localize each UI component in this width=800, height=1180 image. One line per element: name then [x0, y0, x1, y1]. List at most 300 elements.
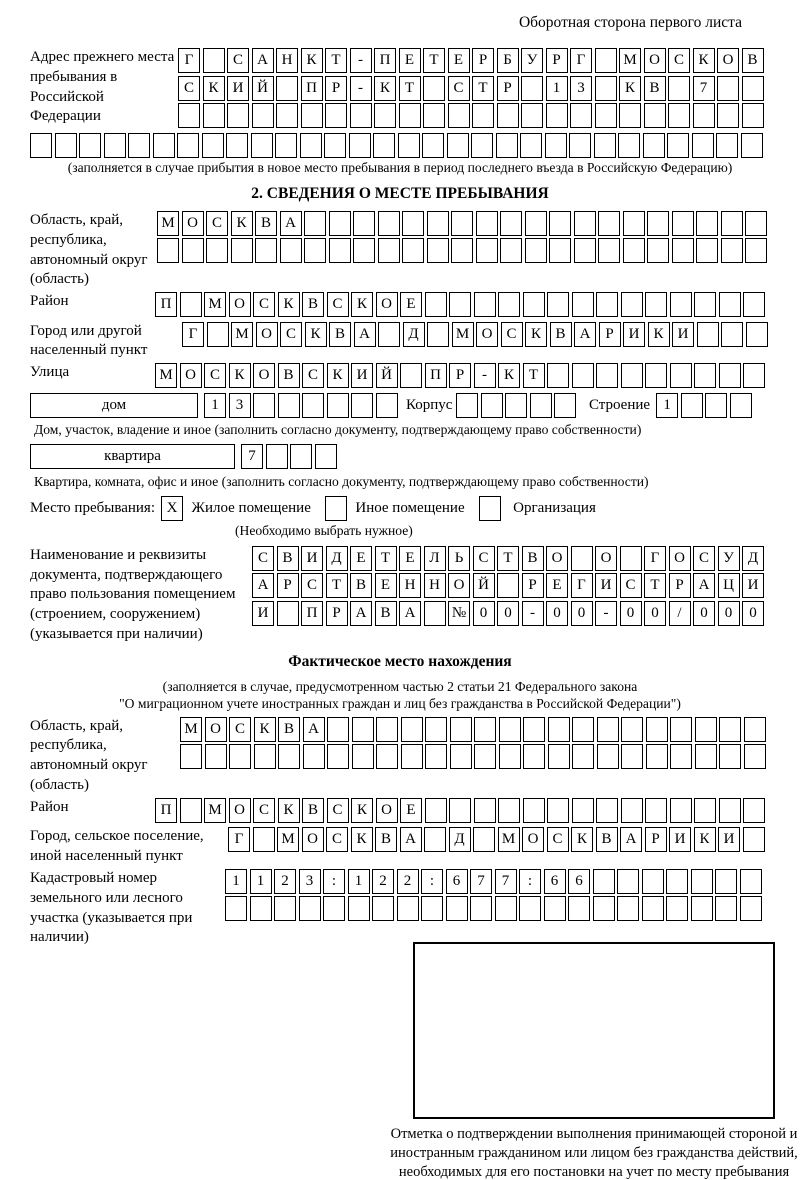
char-cell[interactable] — [497, 103, 519, 128]
char-cell[interactable] — [594, 133, 616, 158]
char-cell[interactable] — [351, 393, 373, 418]
char-cell[interactable] — [178, 103, 200, 128]
region-line1-field[interactable] — [157, 211, 770, 236]
char-cell[interactable] — [745, 238, 767, 263]
char-cell[interactable]: Р — [599, 322, 621, 347]
char-cell[interactable] — [623, 238, 645, 263]
char-cell[interactable]: 2 — [274, 869, 296, 894]
char-cell[interactable]: 0 — [620, 601, 642, 626]
char-cell[interactable]: М — [452, 322, 474, 347]
char-cell[interactable] — [350, 103, 372, 128]
char-cell[interactable] — [481, 393, 503, 418]
char-cell[interactable]: С — [252, 546, 274, 571]
char-cell[interactable]: 1 — [225, 869, 247, 894]
char-cell[interactable] — [743, 363, 765, 388]
char-cell[interactable]: К — [648, 322, 670, 347]
char-cell[interactable]: : — [519, 869, 541, 894]
char-cell[interactable] — [621, 363, 643, 388]
char-cell[interactable] — [645, 363, 667, 388]
char-cell[interactable]: Т — [644, 573, 666, 598]
char-cell[interactable] — [642, 896, 664, 921]
char-cell[interactable] — [479, 496, 501, 521]
char-cell[interactable] — [499, 717, 521, 742]
char-cell[interactable]: А — [303, 717, 325, 742]
char-cell[interactable]: М — [180, 717, 202, 742]
char-cell[interactable] — [695, 717, 717, 742]
char-cell[interactable] — [203, 48, 225, 73]
char-cell[interactable] — [353, 211, 375, 236]
char-cell[interactable] — [348, 896, 370, 921]
char-cell[interactable]: С — [206, 211, 228, 236]
char-cell[interactable] — [743, 827, 765, 852]
char-cell[interactable]: В — [278, 717, 300, 742]
char-cell[interactable]: 7 — [495, 869, 517, 894]
char-cell[interactable]: К — [301, 48, 323, 73]
char-cell[interactable] — [425, 292, 447, 317]
char-cell[interactable] — [498, 292, 520, 317]
char-cell[interactable] — [740, 869, 762, 894]
char-cell[interactable] — [472, 103, 494, 128]
char-cell[interactable]: 0 — [718, 601, 740, 626]
char-cell[interactable]: Т — [472, 76, 494, 101]
char-cell[interactable] — [645, 798, 667, 823]
char-cell[interactable] — [696, 238, 718, 263]
char-cell[interactable] — [251, 133, 273, 158]
char-cell[interactable]: Т — [326, 573, 348, 598]
char-cell[interactable] — [397, 896, 419, 921]
char-cell[interactable] — [523, 292, 545, 317]
char-cell[interactable]: И — [742, 573, 764, 598]
char-cell[interactable]: С — [501, 322, 523, 347]
char-cell[interactable]: 7 — [693, 76, 715, 101]
char-cell[interactable]: В — [350, 573, 372, 598]
char-cell[interactable] — [742, 103, 764, 128]
char-cell[interactable] — [229, 744, 251, 769]
char-cell[interactable] — [694, 363, 716, 388]
char-cell[interactable]: К — [305, 322, 327, 347]
char-cell[interactable] — [621, 798, 643, 823]
char-cell[interactable] — [423, 76, 445, 101]
char-cell[interactable] — [597, 717, 619, 742]
char-cell[interactable] — [670, 798, 692, 823]
char-cell[interactable] — [681, 393, 703, 418]
region-line2-field[interactable] — [157, 238, 770, 263]
char-cell[interactable]: - — [350, 48, 372, 73]
prev-address-line2-field[interactable] — [178, 76, 766, 101]
char-cell[interactable] — [646, 717, 668, 742]
char-cell[interactable] — [399, 103, 421, 128]
char-cell[interactable]: И — [595, 573, 617, 598]
cadastral-line2-field[interactable] — [225, 896, 764, 921]
char-cell[interactable] — [495, 896, 517, 921]
char-cell[interactable]: П — [155, 292, 177, 317]
char-cell[interactable] — [203, 103, 225, 128]
char-cell[interactable]: К — [351, 292, 373, 317]
char-cell[interactable]: М — [277, 827, 299, 852]
char-cell[interactable] — [427, 238, 449, 263]
char-cell[interactable] — [180, 744, 202, 769]
char-cell[interactable]: - — [350, 76, 372, 101]
char-cell[interactable] — [451, 211, 473, 236]
char-cell[interactable] — [505, 393, 527, 418]
char-cell[interactable]: О — [717, 48, 739, 73]
char-cell[interactable]: С — [448, 76, 470, 101]
char-cell[interactable]: Е — [448, 48, 470, 73]
char-cell[interactable]: Е — [350, 546, 372, 571]
char-cell[interactable] — [202, 133, 224, 158]
char-cell[interactable] — [548, 717, 570, 742]
char-cell[interactable]: Т — [423, 48, 445, 73]
char-cell[interactable]: 2 — [372, 869, 394, 894]
char-cell[interactable]: Р — [497, 76, 519, 101]
char-cell[interactable]: С — [668, 48, 690, 73]
char-cell[interactable]: А — [693, 573, 715, 598]
char-cell[interactable] — [668, 103, 690, 128]
char-cell[interactable] — [255, 238, 277, 263]
char-cell[interactable] — [717, 76, 739, 101]
char-cell[interactable]: В — [329, 322, 351, 347]
char-cell[interactable] — [716, 133, 738, 158]
char-cell[interactable]: У — [718, 546, 740, 571]
char-cell[interactable]: В — [375, 827, 397, 852]
char-cell[interactable] — [376, 717, 398, 742]
char-cell[interactable] — [378, 211, 400, 236]
char-cell[interactable] — [617, 896, 639, 921]
char-cell[interactable] — [231, 238, 253, 263]
actual-region-line2-field[interactable] — [180, 744, 768, 769]
char-cell[interactable]: Д — [449, 827, 471, 852]
char-cell[interactable]: 0 — [571, 601, 593, 626]
char-cell[interactable]: 1 — [546, 76, 568, 101]
char-cell[interactable] — [741, 133, 763, 158]
char-cell[interactable]: П — [301, 76, 323, 101]
char-cell[interactable]: О — [669, 546, 691, 571]
char-cell[interactable] — [79, 133, 101, 158]
house-number-field[interactable] — [204, 393, 400, 418]
char-cell[interactable] — [421, 896, 443, 921]
char-cell[interactable] — [691, 869, 713, 894]
char-cell[interactable] — [574, 211, 596, 236]
char-cell[interactable]: К — [525, 322, 547, 347]
char-cell[interactable]: 3 — [299, 869, 321, 894]
char-cell[interactable] — [329, 211, 351, 236]
char-cell[interactable] — [645, 292, 667, 317]
char-cell[interactable] — [549, 211, 571, 236]
char-cell[interactable] — [424, 827, 446, 852]
char-cell[interactable] — [304, 211, 326, 236]
char-cell[interactable]: А — [252, 48, 274, 73]
title-document-line2-field[interactable] — [252, 573, 767, 598]
char-cell[interactable] — [595, 76, 617, 101]
char-cell[interactable] — [253, 393, 275, 418]
char-cell[interactable] — [327, 393, 349, 418]
char-cell[interactable] — [266, 444, 288, 469]
char-cell[interactable] — [497, 573, 519, 598]
char-cell[interactable]: П — [425, 363, 447, 388]
char-cell[interactable]: 0 — [644, 601, 666, 626]
char-cell[interactable] — [325, 103, 347, 128]
char-cell[interactable] — [523, 744, 545, 769]
char-cell[interactable] — [525, 238, 547, 263]
char-cell[interactable]: Т — [497, 546, 519, 571]
char-cell[interactable] — [596, 292, 618, 317]
char-cell[interactable] — [427, 211, 449, 236]
char-cell[interactable]: В — [302, 292, 324, 317]
char-cell[interactable] — [498, 798, 520, 823]
checkbox-organization[interactable] — [479, 496, 504, 521]
char-cell[interactable] — [500, 211, 522, 236]
actual-region-line1-field[interactable] — [180, 717, 768, 742]
char-cell[interactable]: Е — [399, 48, 421, 73]
char-cell[interactable]: К — [203, 76, 225, 101]
char-cell[interactable] — [299, 896, 321, 921]
char-cell[interactable]: 6 — [446, 869, 468, 894]
char-cell[interactable] — [401, 744, 423, 769]
char-cell[interactable] — [182, 238, 204, 263]
prev-address-line3-field[interactable] — [178, 103, 766, 128]
char-cell[interactable] — [721, 211, 743, 236]
char-cell[interactable] — [276, 103, 298, 128]
char-cell[interactable] — [376, 744, 398, 769]
char-cell[interactable]: 0 — [742, 601, 764, 626]
char-cell[interactable] — [476, 211, 498, 236]
char-cell[interactable]: И — [669, 827, 691, 852]
char-cell[interactable]: Е — [375, 573, 397, 598]
char-cell[interactable] — [425, 744, 447, 769]
char-cell[interactable]: П — [155, 798, 177, 823]
checkbox-residential[interactable] — [161, 496, 186, 521]
char-cell[interactable] — [666, 896, 688, 921]
char-cell[interactable] — [157, 238, 179, 263]
char-cell[interactable]: В — [302, 798, 324, 823]
char-cell[interactable]: В — [278, 363, 300, 388]
char-cell[interactable]: В — [644, 76, 666, 101]
district-field[interactable] — [155, 292, 768, 317]
char-cell[interactable] — [621, 292, 643, 317]
char-cell[interactable]: О — [302, 827, 324, 852]
char-cell[interactable]: В — [596, 827, 618, 852]
char-cell[interactable] — [225, 896, 247, 921]
char-cell[interactable] — [353, 238, 375, 263]
char-cell[interactable] — [572, 744, 594, 769]
char-cell[interactable] — [206, 238, 228, 263]
char-cell[interactable] — [547, 798, 569, 823]
char-cell[interactable] — [525, 211, 547, 236]
char-cell[interactable]: М — [619, 48, 641, 73]
char-cell[interactable] — [471, 133, 493, 158]
char-cell[interactable]: Д — [742, 546, 764, 571]
char-cell[interactable] — [520, 133, 542, 158]
char-cell[interactable]: - — [595, 601, 617, 626]
char-cell[interactable] — [593, 869, 615, 894]
char-cell[interactable] — [473, 827, 495, 852]
char-cell[interactable] — [226, 133, 248, 158]
char-cell[interactable]: К — [278, 292, 300, 317]
char-cell[interactable] — [352, 717, 374, 742]
char-cell[interactable] — [593, 896, 615, 921]
char-cell[interactable]: Л — [424, 546, 446, 571]
char-cell[interactable] — [554, 393, 576, 418]
char-cell[interactable] — [721, 322, 743, 347]
char-cell[interactable]: Е — [546, 573, 568, 598]
char-cell[interactable]: О — [376, 798, 398, 823]
char-cell[interactable] — [719, 292, 741, 317]
char-cell[interactable]: А — [280, 211, 302, 236]
char-cell[interactable] — [667, 133, 689, 158]
char-cell[interactable] — [619, 103, 641, 128]
char-cell[interactable]: 3 — [229, 393, 251, 418]
char-cell[interactable] — [499, 744, 521, 769]
char-cell[interactable] — [623, 211, 645, 236]
char-cell[interactable] — [595, 48, 617, 73]
char-cell[interactable] — [696, 211, 718, 236]
char-cell[interactable] — [595, 103, 617, 128]
char-cell[interactable]: К — [693, 48, 715, 73]
char-cell[interactable]: Р — [449, 363, 471, 388]
char-cell[interactable]: О — [376, 292, 398, 317]
char-cell[interactable]: С — [620, 573, 642, 598]
char-cell[interactable] — [104, 133, 126, 158]
prev-address-line1-field[interactable] — [178, 48, 766, 73]
char-cell[interactable] — [719, 363, 741, 388]
char-cell[interactable]: С — [327, 292, 349, 317]
char-cell[interactable]: М — [498, 827, 520, 852]
char-cell[interactable] — [519, 896, 541, 921]
prev-address-line4-field[interactable] — [30, 133, 770, 158]
char-cell[interactable]: С — [327, 798, 349, 823]
char-cell[interactable] — [280, 238, 302, 263]
char-cell[interactable]: Г — [644, 546, 666, 571]
char-cell[interactable]: 1 — [348, 869, 370, 894]
char-cell[interactable]: Е — [399, 546, 421, 571]
char-cell[interactable] — [424, 601, 446, 626]
char-cell[interactable] — [670, 292, 692, 317]
char-cell[interactable] — [691, 896, 713, 921]
char-cell[interactable] — [642, 869, 664, 894]
apartment-number-field[interactable] — [241, 444, 339, 469]
char-cell[interactable]: О — [229, 292, 251, 317]
char-cell[interactable]: А — [252, 573, 274, 598]
char-cell[interactable] — [315, 444, 337, 469]
char-cell[interactable] — [547, 363, 569, 388]
char-cell[interactable] — [378, 238, 400, 263]
char-cell[interactable] — [544, 896, 566, 921]
char-cell[interactable]: / — [669, 601, 691, 626]
char-cell[interactable] — [572, 717, 594, 742]
char-cell[interactable] — [743, 292, 765, 317]
char-cell[interactable] — [744, 744, 766, 769]
char-cell[interactable]: М — [204, 798, 226, 823]
char-cell[interactable] — [644, 103, 666, 128]
char-cell[interactable]: 2 — [397, 869, 419, 894]
char-cell[interactable]: С — [227, 48, 249, 73]
char-cell[interactable] — [719, 798, 741, 823]
char-cell[interactable] — [400, 363, 422, 388]
char-cell[interactable]: Р — [325, 76, 347, 101]
char-cell[interactable]: О — [522, 827, 544, 852]
char-cell[interactable]: М — [155, 363, 177, 388]
char-cell[interactable] — [670, 363, 692, 388]
char-cell[interactable] — [694, 798, 716, 823]
char-cell[interactable] — [715, 896, 737, 921]
char-cell[interactable] — [666, 869, 688, 894]
char-cell[interactable]: С — [301, 573, 323, 598]
char-cell[interactable] — [352, 744, 374, 769]
char-cell[interactable]: X — [161, 496, 183, 521]
char-cell[interactable] — [730, 393, 752, 418]
title-document-line3-field[interactable] — [252, 601, 767, 626]
title-document-line1-field[interactable] — [252, 546, 767, 571]
street-field[interactable] — [155, 363, 768, 388]
char-cell[interactable]: Й — [252, 76, 274, 101]
char-cell[interactable]: Т — [375, 546, 397, 571]
char-cell[interactable]: О — [546, 546, 568, 571]
char-cell[interactable] — [717, 103, 739, 128]
char-cell[interactable]: Р — [472, 48, 494, 73]
char-cell[interactable] — [423, 103, 445, 128]
char-cell[interactable] — [323, 896, 345, 921]
char-cell[interactable]: О — [229, 798, 251, 823]
char-cell[interactable] — [694, 292, 716, 317]
char-cell[interactable]: Г — [571, 573, 593, 598]
char-cell[interactable]: О — [476, 322, 498, 347]
char-cell[interactable] — [549, 238, 571, 263]
char-cell[interactable] — [451, 238, 473, 263]
char-cell[interactable]: Н — [276, 48, 298, 73]
char-cell[interactable] — [278, 393, 300, 418]
char-cell[interactable] — [398, 133, 420, 158]
char-cell[interactable] — [324, 133, 346, 158]
char-cell[interactable] — [422, 133, 444, 158]
char-cell[interactable] — [177, 133, 199, 158]
korpus-field[interactable] — [456, 393, 579, 418]
char-cell[interactable] — [621, 717, 643, 742]
char-cell[interactable] — [474, 798, 496, 823]
char-cell[interactable] — [376, 393, 398, 418]
char-cell[interactable]: Т — [399, 76, 421, 101]
char-cell[interactable]: Г — [228, 827, 250, 852]
char-cell[interactable]: Р — [645, 827, 667, 852]
char-cell[interactable] — [304, 238, 326, 263]
char-cell[interactable]: И — [623, 322, 645, 347]
char-cell[interactable] — [207, 322, 229, 347]
char-cell[interactable]: К — [231, 211, 253, 236]
char-cell[interactable] — [668, 76, 690, 101]
char-cell[interactable] — [276, 76, 298, 101]
char-cell[interactable]: Й — [376, 363, 398, 388]
char-cell[interactable] — [670, 717, 692, 742]
char-cell[interactable] — [456, 393, 478, 418]
char-cell[interactable]: В — [522, 546, 544, 571]
char-cell[interactable] — [30, 133, 52, 158]
char-cell[interactable]: - — [522, 601, 544, 626]
char-cell[interactable] — [128, 133, 150, 158]
char-cell[interactable]: О — [205, 717, 227, 742]
char-cell[interactable] — [569, 133, 591, 158]
char-cell[interactable] — [55, 133, 77, 158]
char-cell[interactable]: С — [473, 546, 495, 571]
char-cell[interactable] — [523, 798, 545, 823]
char-cell[interactable] — [548, 744, 570, 769]
char-cell[interactable] — [672, 211, 694, 236]
char-cell[interactable] — [523, 717, 545, 742]
char-cell[interactable]: Г — [178, 48, 200, 73]
char-cell[interactable] — [643, 133, 665, 158]
char-cell[interactable] — [697, 322, 719, 347]
char-cell[interactable] — [744, 717, 766, 742]
char-cell[interactable]: У — [521, 48, 543, 73]
char-cell[interactable] — [301, 103, 323, 128]
